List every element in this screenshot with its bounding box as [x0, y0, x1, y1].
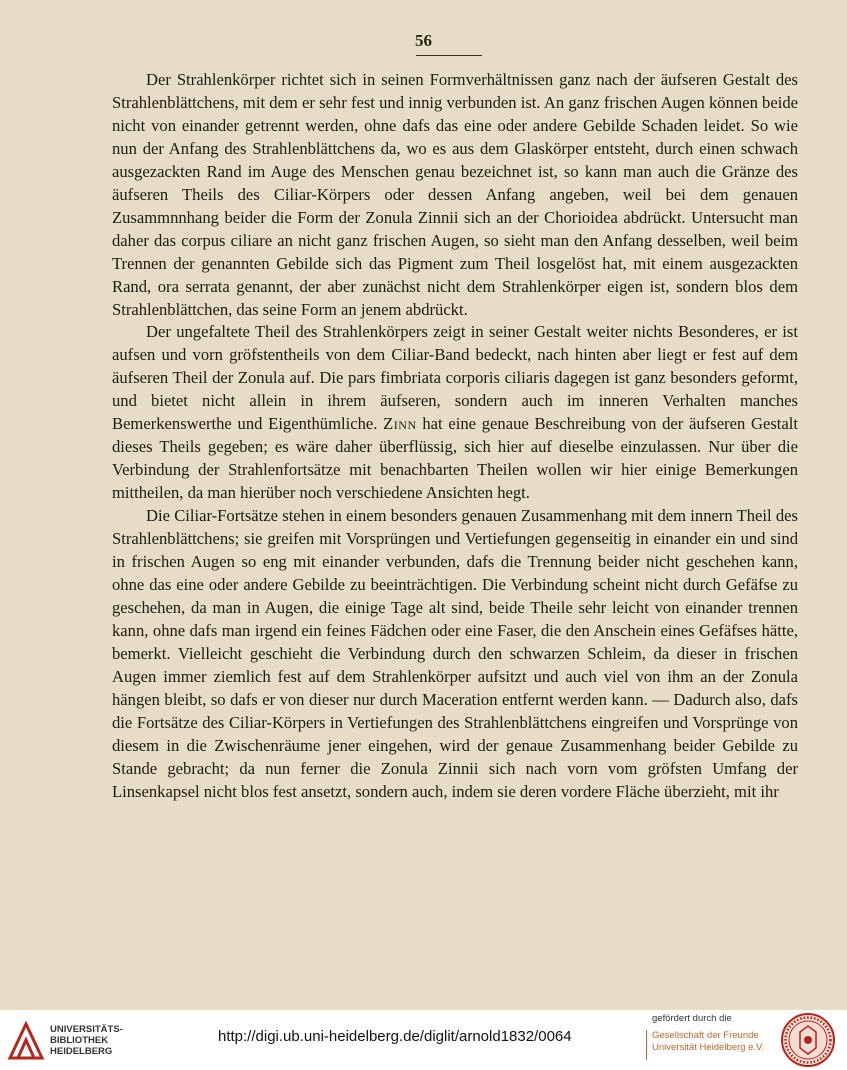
- paragraph-2-tail: hat eine genaue Beschreibung von der äufseren Gestalt dieses Theils gegeben; es wäre daher überflüssig, sich hier auf dieselbe einzulassen. Nur über die Verbindung der Strahlenfortsätze mit benachbarten Theilen wollen wir hier einige Bemerkungen mittheilen, da man hierüber noch verschiedene Ansichten hegt.: [112, 414, 798, 503]
- library-line-2: BIBLIOTHEK: [50, 1035, 109, 1046]
- paragraph-3: Die Ciliar-Fortsätze stehen in einem besonders genauen Zusammenhang mit dem innern Theil des Strahlenblättchens; sie greifen mit Vorsprüngen und Vertiefungen gegenseitig in einander ein und sind in frischen Augen so eng mit einander verbunden, dafs die Trennung beider nicht geschehen kann, ohne das eine oder andere Gebilde zu beeinträchtigen. Die Verbindung scheint nicht durch Gefäfse zu geschehen, da man in Augen, die einige Tage alt sind, beide Theile sehr leicht von einander trennen kann, ohne dafs man irgend ein feines Fädchen oder eine Faser, die den Anschein eines Gefäfses hätte, bemerkt. Vielleicht geschieht die Verbindung durch den schwarzen Schleim, da dieser in frischen Augen immer ziemlich fest auf dem Strahlenkörper aufsitzt und auch viel von ihm an der Zonula hängen bleibt, so dafs er von dieser nur durch Maceration entfernt werden kann. — Dadurch also, dafs die Fortsätze des Ciliar-Körpers in Vertiefungen des Strahlenblättchens eingreifen und Vorsprünge von diesem in die Zwischenräume jener eingehen, wird der genaue Zusammenhang beider Gebilde zu Stande gebracht; da nun ferner die Zonula Zinnii sich nach vorn vom gröfsten Umfang der Linsenkapsel nicht blos fest ansetzt, sondern auch, indem sie deren vordere Fläche überzieht, mit ihr: [112, 506, 798, 801]
- page-number-rule: [416, 55, 482, 56]
- paragraph-2-text: Der ungefaltete Theil des Strahlenkörpers zeigt in seiner Gestalt weiter nichts Besonderes, er ist aufsen und vorn gröfstentheils von dem Ciliar-Band bedeckt, nach hinten aber liegt er fest auf dem äufseren Theil der Zonula auf. Die pars fimbriata corporis ciliaris dagegen ist ganz besonders geformt, und bietet nicht allein in ihrem äufseren, sondern auch im inneren Verhalten manches Bemerkenswerthe und Eigenthümliche.: [112, 322, 798, 434]
- body-text: [112, 69, 798, 804]
- society-line-2: Universität Heidelberg e.V.: [652, 1041, 765, 1053]
- university-library-logo-icon: [8, 1020, 44, 1060]
- library-line-3: HEIDELBERG: [50, 1046, 113, 1057]
- library-line-1: UNIVERSITÄTS-: [50, 1024, 123, 1035]
- paragraph-1: Der Strahlenkörper richtet sich in seinen Formverhältnissen ganz nach der äufseren Gestalt des Strahlenblättchens, mit dem er sehr fest und innig verbunden ist. An ganz frischen Augen können beide nicht von einander getrennt werden, ohne dafs das eine oder andere Gebilde Schaden leidet. So wie nun der Anfang des Strahlenblättchens da, wo es aus dem Glaskörper entsteht, durch einen schwach ausgezackten Rand im Auge des Menschen genau bezeichnet ist, so kann man auch die Gränze des äufseren Theils des Ciliar-Körpers oder dessen Anfang angeben, weil bei dem genauen Zusammnnhang beider die Form der Zonula Zinnii sich an der Chorioidea abdrückt. Untersucht man daher das corpus ciliare an nicht ganz frischen Augen, so sieht man den Anfang desselben, weil beim Trennen der genannten Gebilde sich das Pigment zum Theil losgelöst hat, mit einem ausgezackten Rand, ora serrata genannt, der aber zunächst nicht dem Strahlenkörper eigen ist, sondern blos dem Strahlenblättchen, das seine Form an jenem abdrückt.: [112, 70, 798, 319]
- permalink-url[interactable]: http://digi.ub.uni-heidelberg.de/diglit/arnold1832/0064: [218, 1028, 572, 1045]
- paragraph-2: [112, 321, 798, 505]
- society-name: [652, 1030, 764, 1053]
- funded-by-text: gefördert durch die: [652, 1013, 732, 1024]
- university-library-name: [50, 1024, 123, 1057]
- society-divider: [646, 1030, 647, 1060]
- society-line-1: Gesellschaft der Freunde: [652, 1030, 759, 1041]
- digitization-footer: [0, 1010, 847, 1070]
- university-seal-icon: [780, 1012, 836, 1068]
- page-number: 56: [415, 31, 432, 50]
- author-name-zinn: Zinn: [383, 414, 417, 434]
